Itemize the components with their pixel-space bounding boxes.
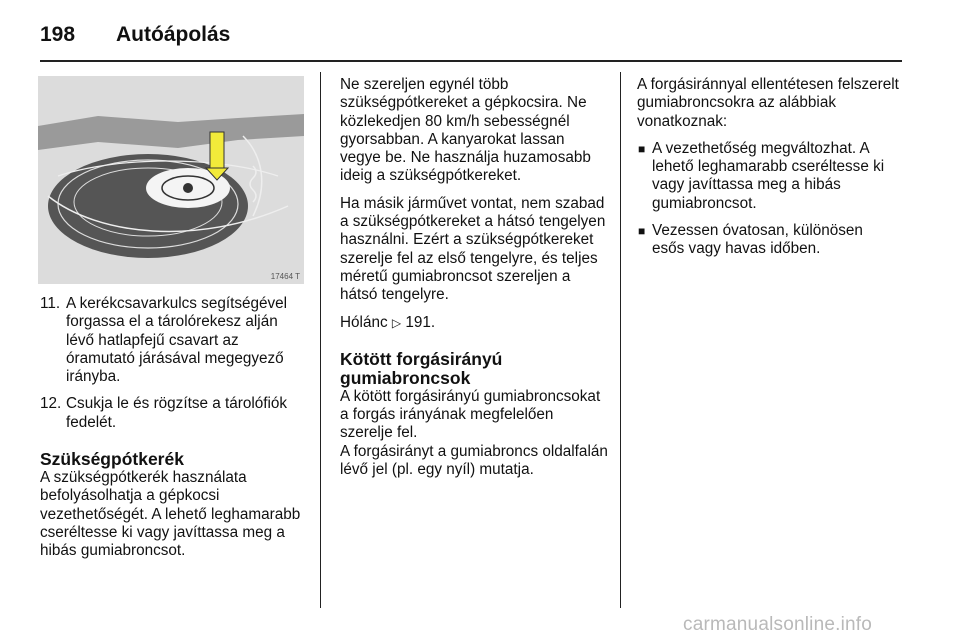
step-list [40,295,306,432]
column-1 [40,295,306,570]
reference-page[interactable]: 191. [405,313,436,331]
page-reference-arrow-icon: ▷ [391,315,402,330]
spare-wheel-paragraph: A szükségpótkerék használata befolyásolhatja a gépkocsi vezethetőségét. A lehető leghamarabb cseréltesse ki vagy javíttassa meg a hibás gumiabroncsot. [40,469,301,560]
bullet-item [637,140,899,213]
paragraph-limits: Ne szereljen egynél több szükségpótkereket a gépkocsira. Ne közlekedjen 80 km/h sebességnél gyorsabban. A kanyarokat lassan vegye be. Ne használja huzamosabb ideig a szükségpótkereket. [340,76,591,185]
heading-spare-wheel: Szükségpótkerék [40,449,184,470]
page-number: 198 [40,23,76,46]
bullet-text: A vezethetőség megváltozhat. A lehető leghamarabb cseréltesse ki vagy javíttassa meg a hibás gumiabroncsot. [652,139,885,212]
page-header [40,18,230,52]
reference-label: Hólánc [340,313,388,331]
bullet-square-icon: ■ [638,224,646,239]
paragraph-towing: Ha másik járművet vontat, nem szabad a szükségpótkereket a hátsó tengelyen használni. Ezért a szükségpótkereket szerelje fel az első tengelyre, és teljes méretű gumiabroncsot szereljen a hátsó tengelyre. [340,194,606,304]
bullet-text: Vezessen óvatosan, különösen esős vagy havas időben. [652,222,863,258]
bullet-list [637,140,899,259]
paragraph-direction-mark: A forgásirányt a gumiabroncs oldalfalán lévő jel (pl. egy nyíl) mutatja. [340,442,608,479]
bullet-square-icon: ■ [638,141,646,156]
header-rule [40,60,902,62]
heading-directional-tyres: Kötött forgásirányú gumiabroncsok [340,348,503,388]
paragraph-intro: A forgásiránnyal ellentétesen felszerelt gumiabroncsokra az alábbiak vonatkoznak: [637,76,899,130]
step-number: 12. [40,395,62,413]
paragraph-mounting: A kötött forgásirányú gumiabroncsokat a forgás irányának megfelelően szerelje fel. [340,387,601,442]
step-text: Csukja le és rögzítse a tárolófiók fedelét. [66,395,288,431]
section-title: Autóápolás [116,23,231,46]
column-2 [340,76,608,488]
column-divider-1 [320,72,321,608]
watermark: carmanualsonline.info [683,614,873,635]
spare-wheel-illustration [38,76,304,284]
step-number: 11. [40,295,61,312]
snow-chain-reference [340,314,608,332]
step-text: A kerékcsavarkulcs segítségével forgassa el a tárolórekesz alján lévő hatlapfejű csavart az óramutató járásával megegyező irányba. [66,295,288,386]
step-item [40,395,306,432]
spare-wheel-drawing [38,76,304,284]
figure-code: 17464 T [270,272,300,281]
bullet-item [637,222,899,259]
column-divider-2 [620,72,621,608]
step-item [40,295,306,386]
column-3 [637,76,899,268]
